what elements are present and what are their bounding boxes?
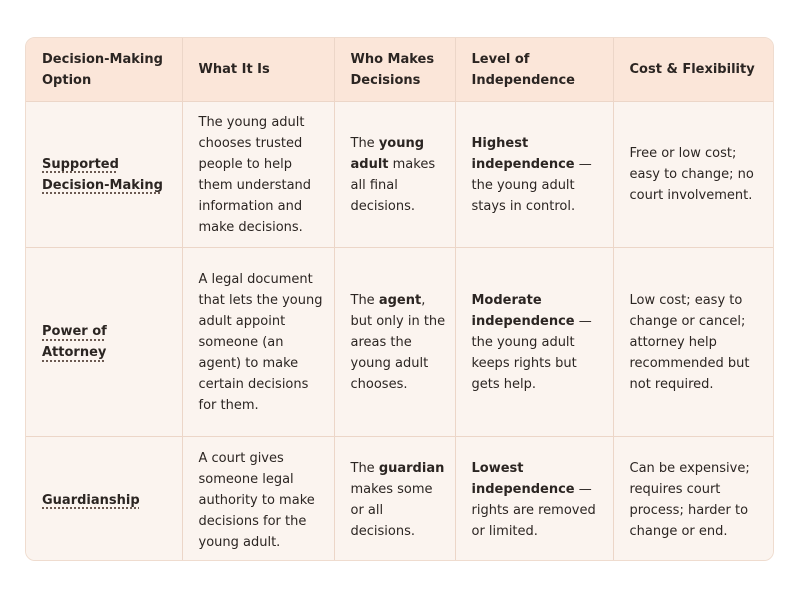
decision-making-comparison-table: [26, 38, 773, 561]
header-decision-making-option: Decision-Making Option: [26, 38, 182, 102]
what-cell: A legal document that lets the young adult appoint someone (an agent) to make certain decisions for them.: [182, 248, 334, 437]
level-cell: [455, 102, 613, 248]
who-cell: [334, 248, 455, 437]
level-post: — the young adult keeps rights but gets help.: [471, 313, 592, 392]
header-level-of-independence: Level of Independence: [455, 38, 613, 102]
who-pre: The: [350, 461, 379, 476]
header-cost-flexibility: Cost & Flexibility: [613, 38, 773, 102]
level-bold: Highest independence: [471, 135, 575, 172]
who-bold: agent: [378, 292, 422, 308]
who-pre: The: [350, 135, 379, 151]
option-term-power-of-attorney[interactable]: Power of Attorney: [42, 324, 107, 360]
cost-cell: Low cost; easy to change or cancel; attorney help recommended but not required.: [613, 248, 773, 437]
header-what-it-is: What It Is: [182, 38, 334, 102]
option-term-supported-decision-making[interactable]: Supported Decision-Making: [42, 156, 163, 193]
header-who-makes-decisions: Who Makes Decisions: [334, 38, 455, 102]
who-cell: [334, 102, 455, 248]
who-post: makes some or all decisions.: [350, 482, 433, 539]
level-bold: Lowest independence: [471, 461, 575, 497]
who-post: makes all final decisions.: [350, 156, 436, 214]
cost-cell: Can be expensive; requires court process; harder to change or end.: [613, 437, 773, 562]
level-bold: Moderate independence: [471, 292, 575, 329]
option-cell: [26, 437, 182, 562]
level-post: — the young adult stays in control.: [471, 156, 592, 214]
option-cell: [26, 248, 182, 437]
what-cell: A court gives someone legal authority to make decisions for the young adult.: [182, 437, 334, 562]
option-term-guardianship[interactable]: Guardianship: [42, 492, 140, 508]
option-cell: [26, 102, 182, 248]
table-row: [26, 437, 773, 562]
who-post: , but only in the areas the young adult chooses.: [350, 292, 446, 392]
level-post: — rights are removed or limited.: [471, 482, 596, 539]
level-cell: [455, 437, 613, 562]
table-row: [26, 248, 773, 437]
who-cell: [334, 437, 455, 562]
who-pre: The: [350, 292, 379, 308]
level-cell: [455, 248, 613, 437]
what-cell: The young adult chooses trusted people to help them understand information and make decisions.: [182, 102, 334, 248]
who-bold: young adult: [350, 135, 425, 172]
who-bold: guardian: [378, 461, 445, 476]
comparison-table-container: [25, 37, 774, 561]
table-row: [26, 102, 773, 248]
table-header-row: [26, 38, 773, 102]
cost-cell: Free or low cost; easy to change; no court involvement.: [613, 102, 773, 248]
